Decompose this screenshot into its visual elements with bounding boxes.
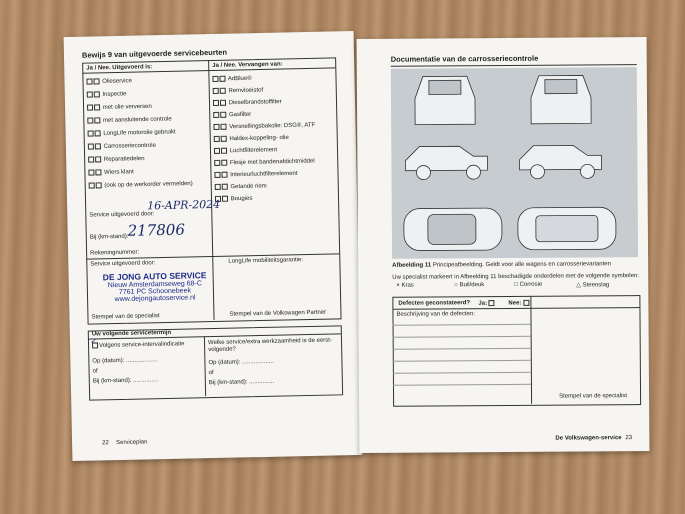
col2-header: Ja / Nee. Vervangen van: (212, 61, 283, 69)
km-label: Bij (km-stand): (89, 233, 129, 241)
done-item[interactable]: LongLife motorolie gebruikt (88, 129, 176, 137)
left-page (64, 31, 363, 461)
left-page-number: 22 (102, 440, 109, 447)
right-page-number: 23 (625, 435, 633, 442)
replaced-item[interactable]: Luchtfilterelement (214, 147, 277, 155)
done-item[interactable]: Inspectie (87, 91, 127, 98)
car-diagram (391, 67, 638, 259)
replaced-item[interactable]: Dieselbrandstoffilter (213, 99, 282, 107)
symbol-scratch: × Kras (396, 282, 414, 289)
invoice-label: Rekeningnummer: (90, 249, 140, 257)
replaced-item[interactable]: Gasfilter (213, 111, 251, 118)
marking-text: Uw specialist markeert in Afbeelding 11 beschadigde onderdelen met de volgende symbolen: (392, 273, 639, 281)
done-item[interactable]: Wiers klant (88, 169, 133, 177)
next-col1-2: of (92, 368, 98, 375)
service-by-label: Service uitgevoerd door: (89, 211, 155, 219)
next-col1-3: Bij (km-stand): ............... (92, 377, 159, 385)
next-col1-1: Op (datum): ................... (92, 357, 158, 365)
figure-caption: Afbeelding 11 Principeafbeelding. Geldt voor alle wagens en carrosserievarianten (392, 261, 611, 269)
symbol-corrosion: □ Corrosie (514, 281, 543, 288)
describe-label: Beschrijving van de defecten: (396, 311, 475, 318)
done-item[interactable]: met aansluitende controle (87, 116, 172, 124)
left-page-title: Bewijs 9 van uitgevoerde servicebeurten (81, 47, 228, 60)
car-outlines (391, 67, 638, 259)
right-stamp-label: Stempel van de specialist (559, 393, 628, 400)
next-service-title: Uw volgende servicetermijn (91, 329, 172, 338)
next-col2-1: volgende? (208, 346, 236, 354)
symbol-dent: ○ Buil/deuk (454, 282, 485, 289)
done-item[interactable]: Reparatiedelen (88, 155, 145, 163)
right-page (357, 37, 650, 453)
left-footer: Serviceplan (116, 439, 148, 447)
replaced-item[interactable]: AdBlue® (212, 75, 251, 82)
next-col2-4: Bij (km-stand): ............... (208, 378, 275, 387)
replaced-item[interactable]: Flesje met bandenafdichtmiddel (214, 158, 315, 167)
garage-stamp: DE JONG AUTO SERVICE Nieuw Amsterdamseweg 68-C 7761 PC Schoonebeek www.dejongautoservice.nl (102, 270, 207, 304)
right-page-title: Documentatie van de carrosseriecontrole (390, 53, 539, 64)
replaced-item[interactable]: Interieurluchtfilterelement (214, 170, 297, 178)
done-item[interactable]: met olie verversen (87, 103, 152, 111)
replaced-item[interactable]: Versnellingsbakolie: DSG®, ATF (213, 122, 315, 131)
symbol-stone-chip: △ Steenslag (576, 282, 610, 289)
handwritten-date: 16-APR-2024 (147, 197, 221, 213)
done-item[interactable]: (ook op de werkorder vermelden) (89, 180, 193, 189)
defects-no[interactable]: Nee: (508, 300, 530, 307)
service-by-label-2: Service uitgevoerd door: (90, 260, 156, 268)
replaced-item[interactable]: Bougies (215, 195, 252, 202)
next-col2-3: of (208, 370, 214, 377)
done-item[interactable]: Olieservice (86, 78, 131, 86)
defects-label: Defecten geconstateerd? (398, 300, 471, 307)
replaced-item[interactable]: Getande riem (215, 183, 267, 191)
next-col2-0: Welke service/extra werkzaamheid is de eerst- (207, 337, 333, 347)
replaced-item[interactable]: Remvloeistof (213, 87, 263, 95)
next-col1-0: Volgens service-intervalindicatie (92, 341, 185, 350)
done-item[interactable]: Carrosseriecontrole (88, 142, 156, 150)
right-footer: De Volkswagen-service (555, 435, 622, 442)
mobility-label: LongLife mobiliteitsgarantie: (228, 257, 304, 265)
replaced-item[interactable]: Haldex-koppeling- olie (214, 134, 289, 142)
stamp-specialist-label: Stempel van de specialist (91, 313, 160, 321)
description-lines (357, 37, 647, 39)
handwritten-km: 217806 (127, 220, 186, 240)
tick-mark: ✓ (89, 336, 97, 346)
defects-yes[interactable]: Ja: (478, 300, 495, 307)
next-col2-2: Op (datum): ................... (208, 358, 274, 367)
stamp-partner-label: Stempel van de Volkswagen Partner (229, 309, 327, 318)
col1-header: Ja / Nee. Uitgevoerd is: (86, 64, 153, 72)
